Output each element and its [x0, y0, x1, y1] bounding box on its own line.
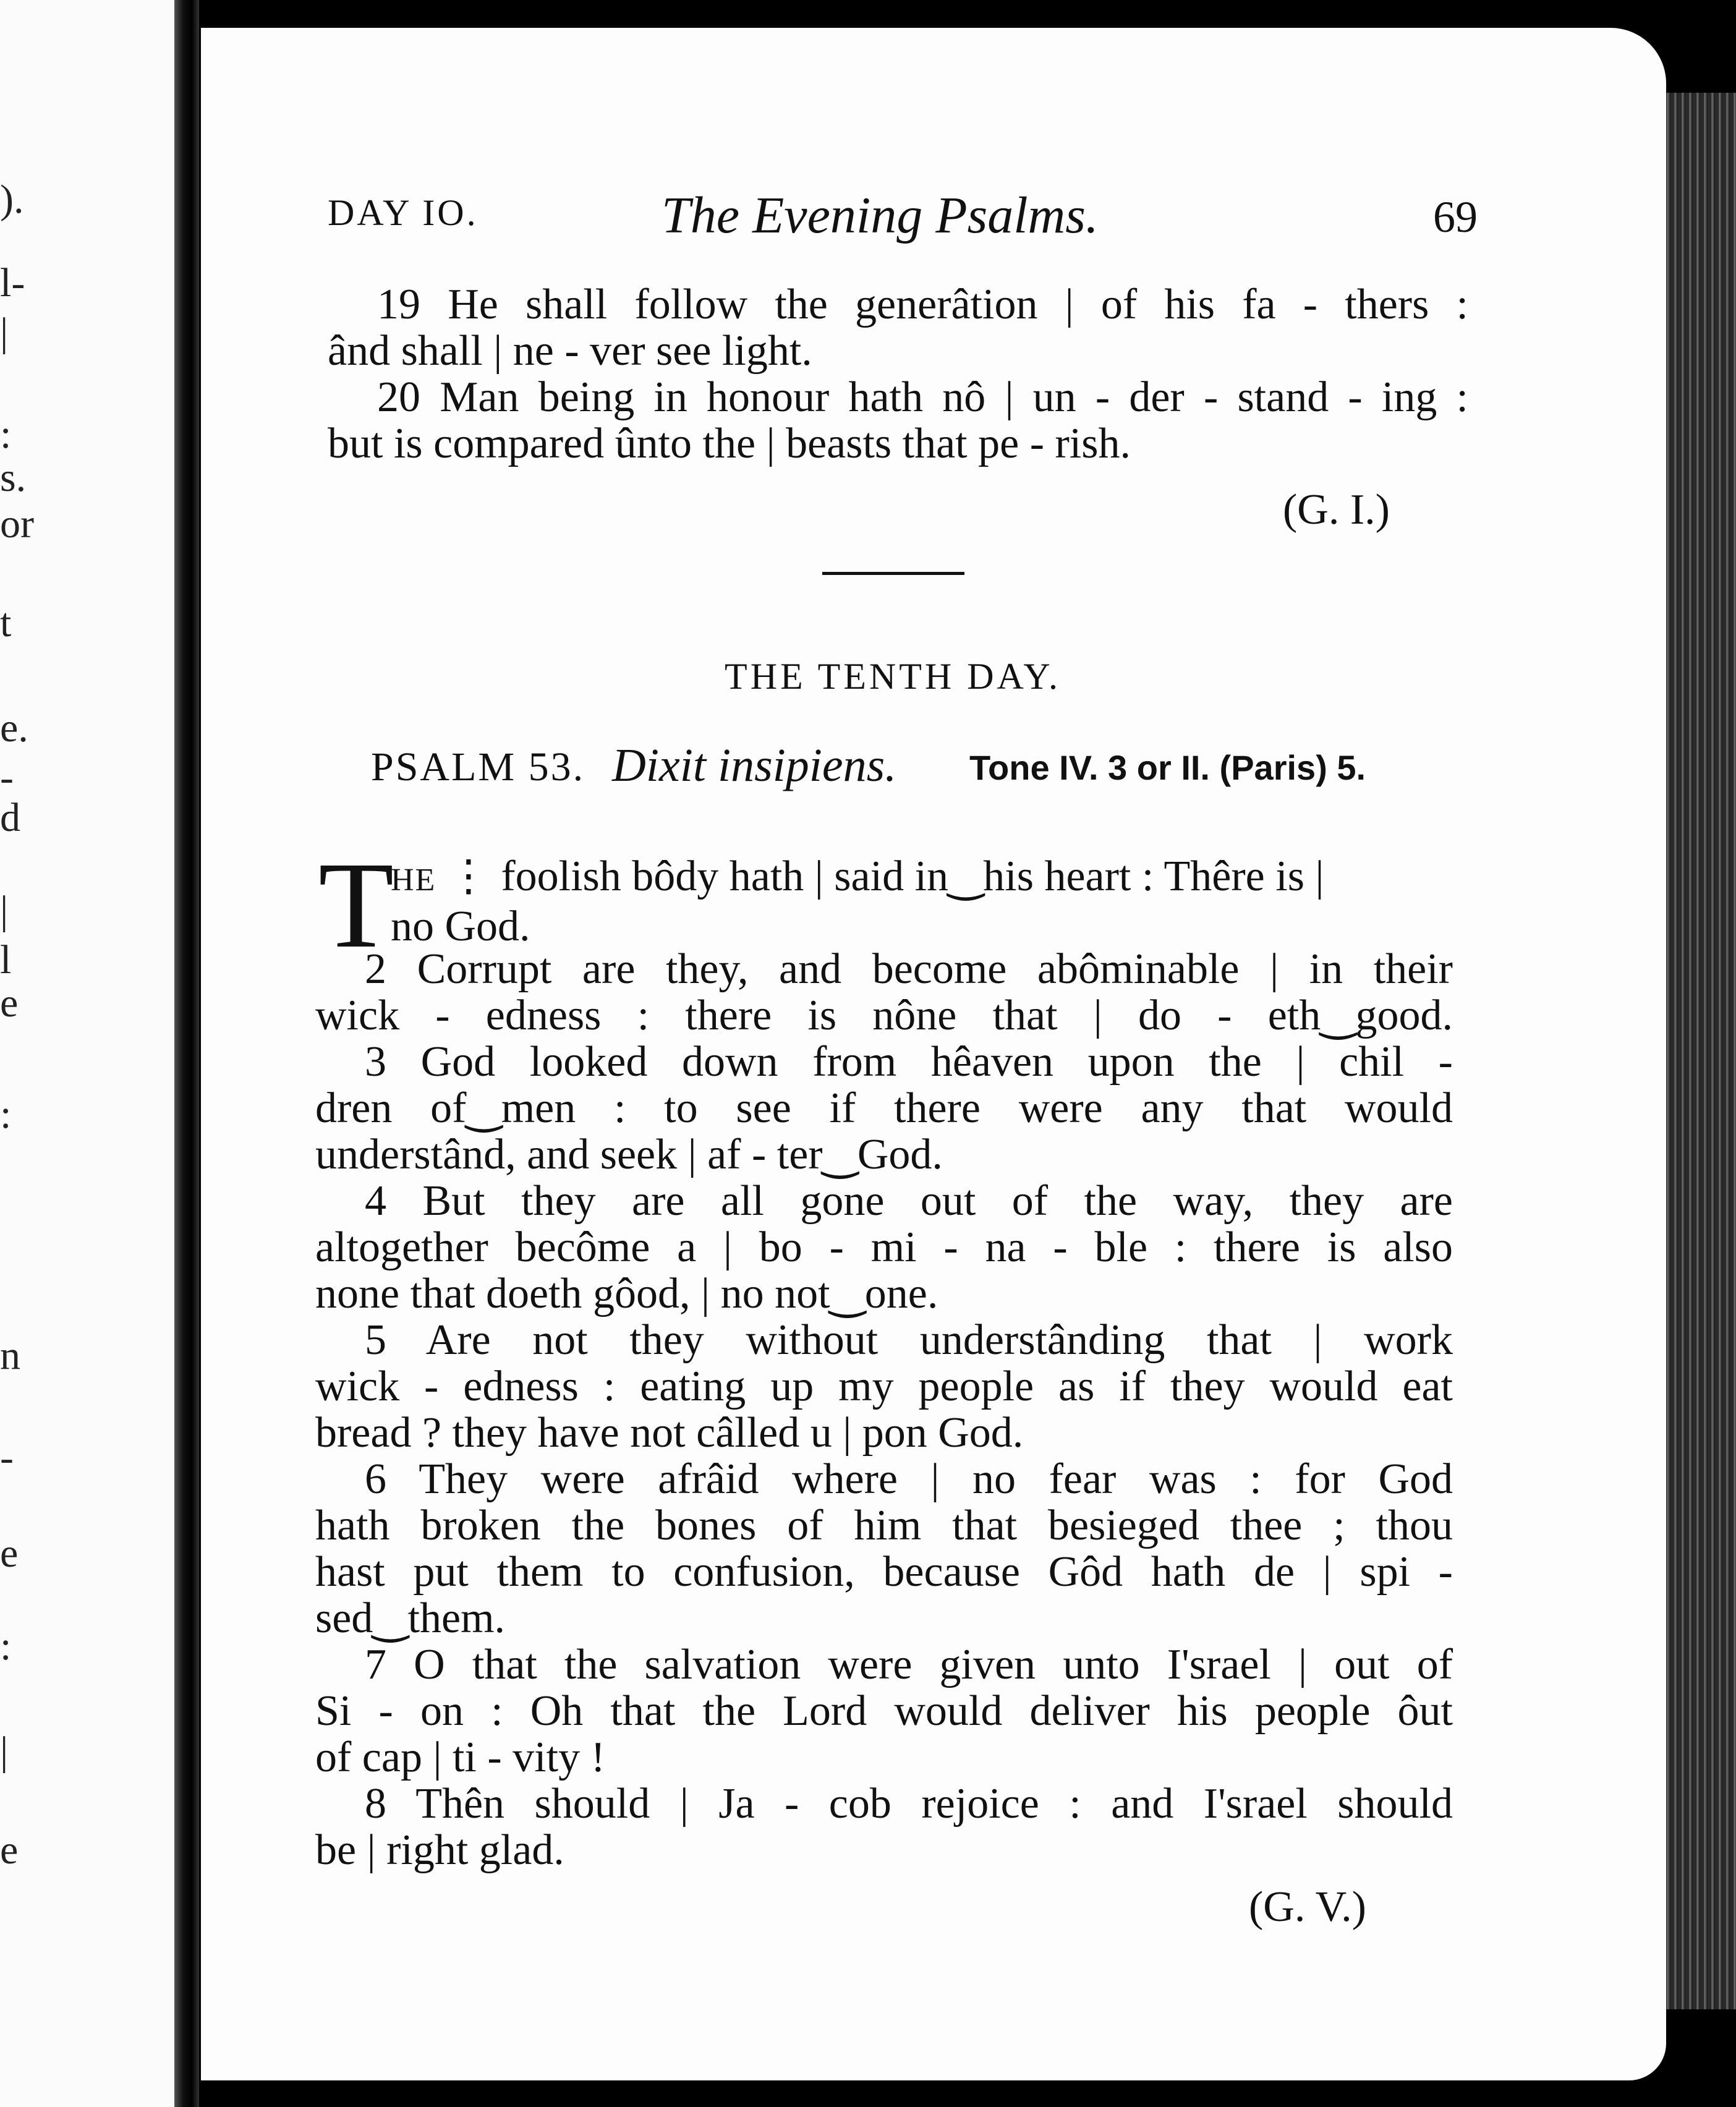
verse-line — [391, 853, 1454, 903]
book-gutter — [174, 0, 199, 2107]
left-fragment: : — [0, 412, 12, 457]
left-fragment: t — [0, 600, 12, 645]
verse-line: dren of‿men : to see if there were any that would — [315, 1084, 1453, 1132]
facing-page-fragment — [0, 0, 185, 2107]
verse-line: 5 Are not they without understânding that | work — [365, 1316, 1453, 1364]
tone-attribution: (G. I.) — [1283, 486, 1390, 534]
left-fragment: | — [0, 1729, 9, 1774]
verse-line: hath broken the bones of him that besieged thee ; thou — [315, 1502, 1453, 1549]
left-fragment: : — [0, 1624, 12, 1669]
verse-line: altogether becôme a | bo - mi - na - ble : there is also — [315, 1224, 1453, 1271]
verse-line: 2 Corrupt are they, and become abôminable | in their — [365, 945, 1453, 993]
left-fragment: : — [0, 1092, 12, 1137]
left-fragment: or — [0, 501, 34, 547]
left-fragment: e — [0, 1828, 19, 1873]
tone-attribution: (G. V.) — [1249, 1883, 1366, 1931]
header-day: DAY IO. — [328, 192, 479, 233]
left-fragment: n — [0, 1333, 20, 1378]
verse-line: 3 God looked down from hêaven upon the | chil - — [365, 1038, 1453, 1086]
header-title: The Evening Psalms. — [662, 187, 1099, 244]
left-fragment: e — [0, 981, 19, 1026]
page-edges — [1663, 93, 1736, 2009]
verse-line: ând shall | ne - ver see light. — [328, 327, 812, 375]
left-fragment: d — [0, 795, 20, 840]
verse-line: 7 O that the salvation were given unto I'srael | out of — [365, 1641, 1453, 1688]
left-fragment: l — [0, 937, 12, 982]
section-divider — [822, 572, 964, 575]
verse-line: 19 He shall follow the generâtion | of his fa - thers : — [377, 281, 1468, 328]
verse-line: no God. — [391, 903, 530, 950]
left-fragment: ). — [0, 177, 24, 222]
psalm-verses — [315, 946, 1453, 1873]
previous-psalm-verses — [328, 281, 1468, 467]
verse-line: sed‿them. — [315, 1594, 506, 1642]
verse-line: none that doeth gôod, | no not‿one. — [315, 1270, 938, 1317]
left-fragment: - — [0, 755, 14, 800]
verse-line: wick - edness : eating up my people as if they would eat — [315, 1363, 1453, 1410]
verse-line: 8 Thên should | Ja - cob rejoice : and I'srael should — [365, 1780, 1453, 1828]
left-fragment: e — [0, 1531, 19, 1576]
verse-line: be | right glad. — [315, 1826, 564, 1874]
page-number: 69 — [1433, 192, 1478, 242]
psalm-number: PSALM 53. — [371, 744, 585, 790]
left-fragment: | — [0, 310, 9, 355]
verse-line: 4 But they are all gone out of the way, they are — [365, 1177, 1453, 1225]
verse-line: Si - on : Oh that the Lord would deliver his people ôut — [315, 1687, 1453, 1735]
small-caps-he: HE — [391, 862, 436, 898]
verse-line: wick - edness : there is nône that | do - eth‿good. — [315, 992, 1453, 1039]
verse-line: understând, and seek | af - ter‿God. — [315, 1131, 943, 1178]
psalm-first-verse — [391, 853, 1454, 950]
verse-text: ⋮ foolish bôdy hath | said in‿his heart : Thêre is | — [436, 853, 1324, 900]
left-fragment: e. — [0, 705, 28, 751]
day-heading: THE TENTH DAY. — [725, 656, 1061, 697]
left-fragment: - — [0, 1435, 14, 1480]
psalm-heading — [371, 739, 1422, 794]
left-fragment: l- — [0, 260, 25, 305]
verse-line: of cap | ti - vity ! — [315, 1734, 605, 1781]
verse-line: 20 Man being in honour hath nô | un - der - stand - ing : — [377, 373, 1468, 421]
verse-line: hast put them to confusion, because Gôd hath de | spi - — [315, 1548, 1453, 1596]
running-header — [328, 185, 1478, 253]
psalm-latin-title: Dixit insipiens. — [612, 739, 897, 791]
psalm-tone: Tone IV. 3 or II. (Paris) 5. — [969, 748, 1366, 787]
left-fragment: | — [0, 888, 9, 933]
verse-line: bread ? they have not câlled u | pon God. — [315, 1409, 1024, 1457]
verse-line: 6 They were afrâid where | no fear was : for God — [365, 1455, 1453, 1503]
verse-line: but is compared ûnto the | beasts that pe - rish. — [328, 420, 1131, 467]
left-fragment: s. — [0, 455, 27, 500]
drop-cap: T — [318, 837, 394, 974]
